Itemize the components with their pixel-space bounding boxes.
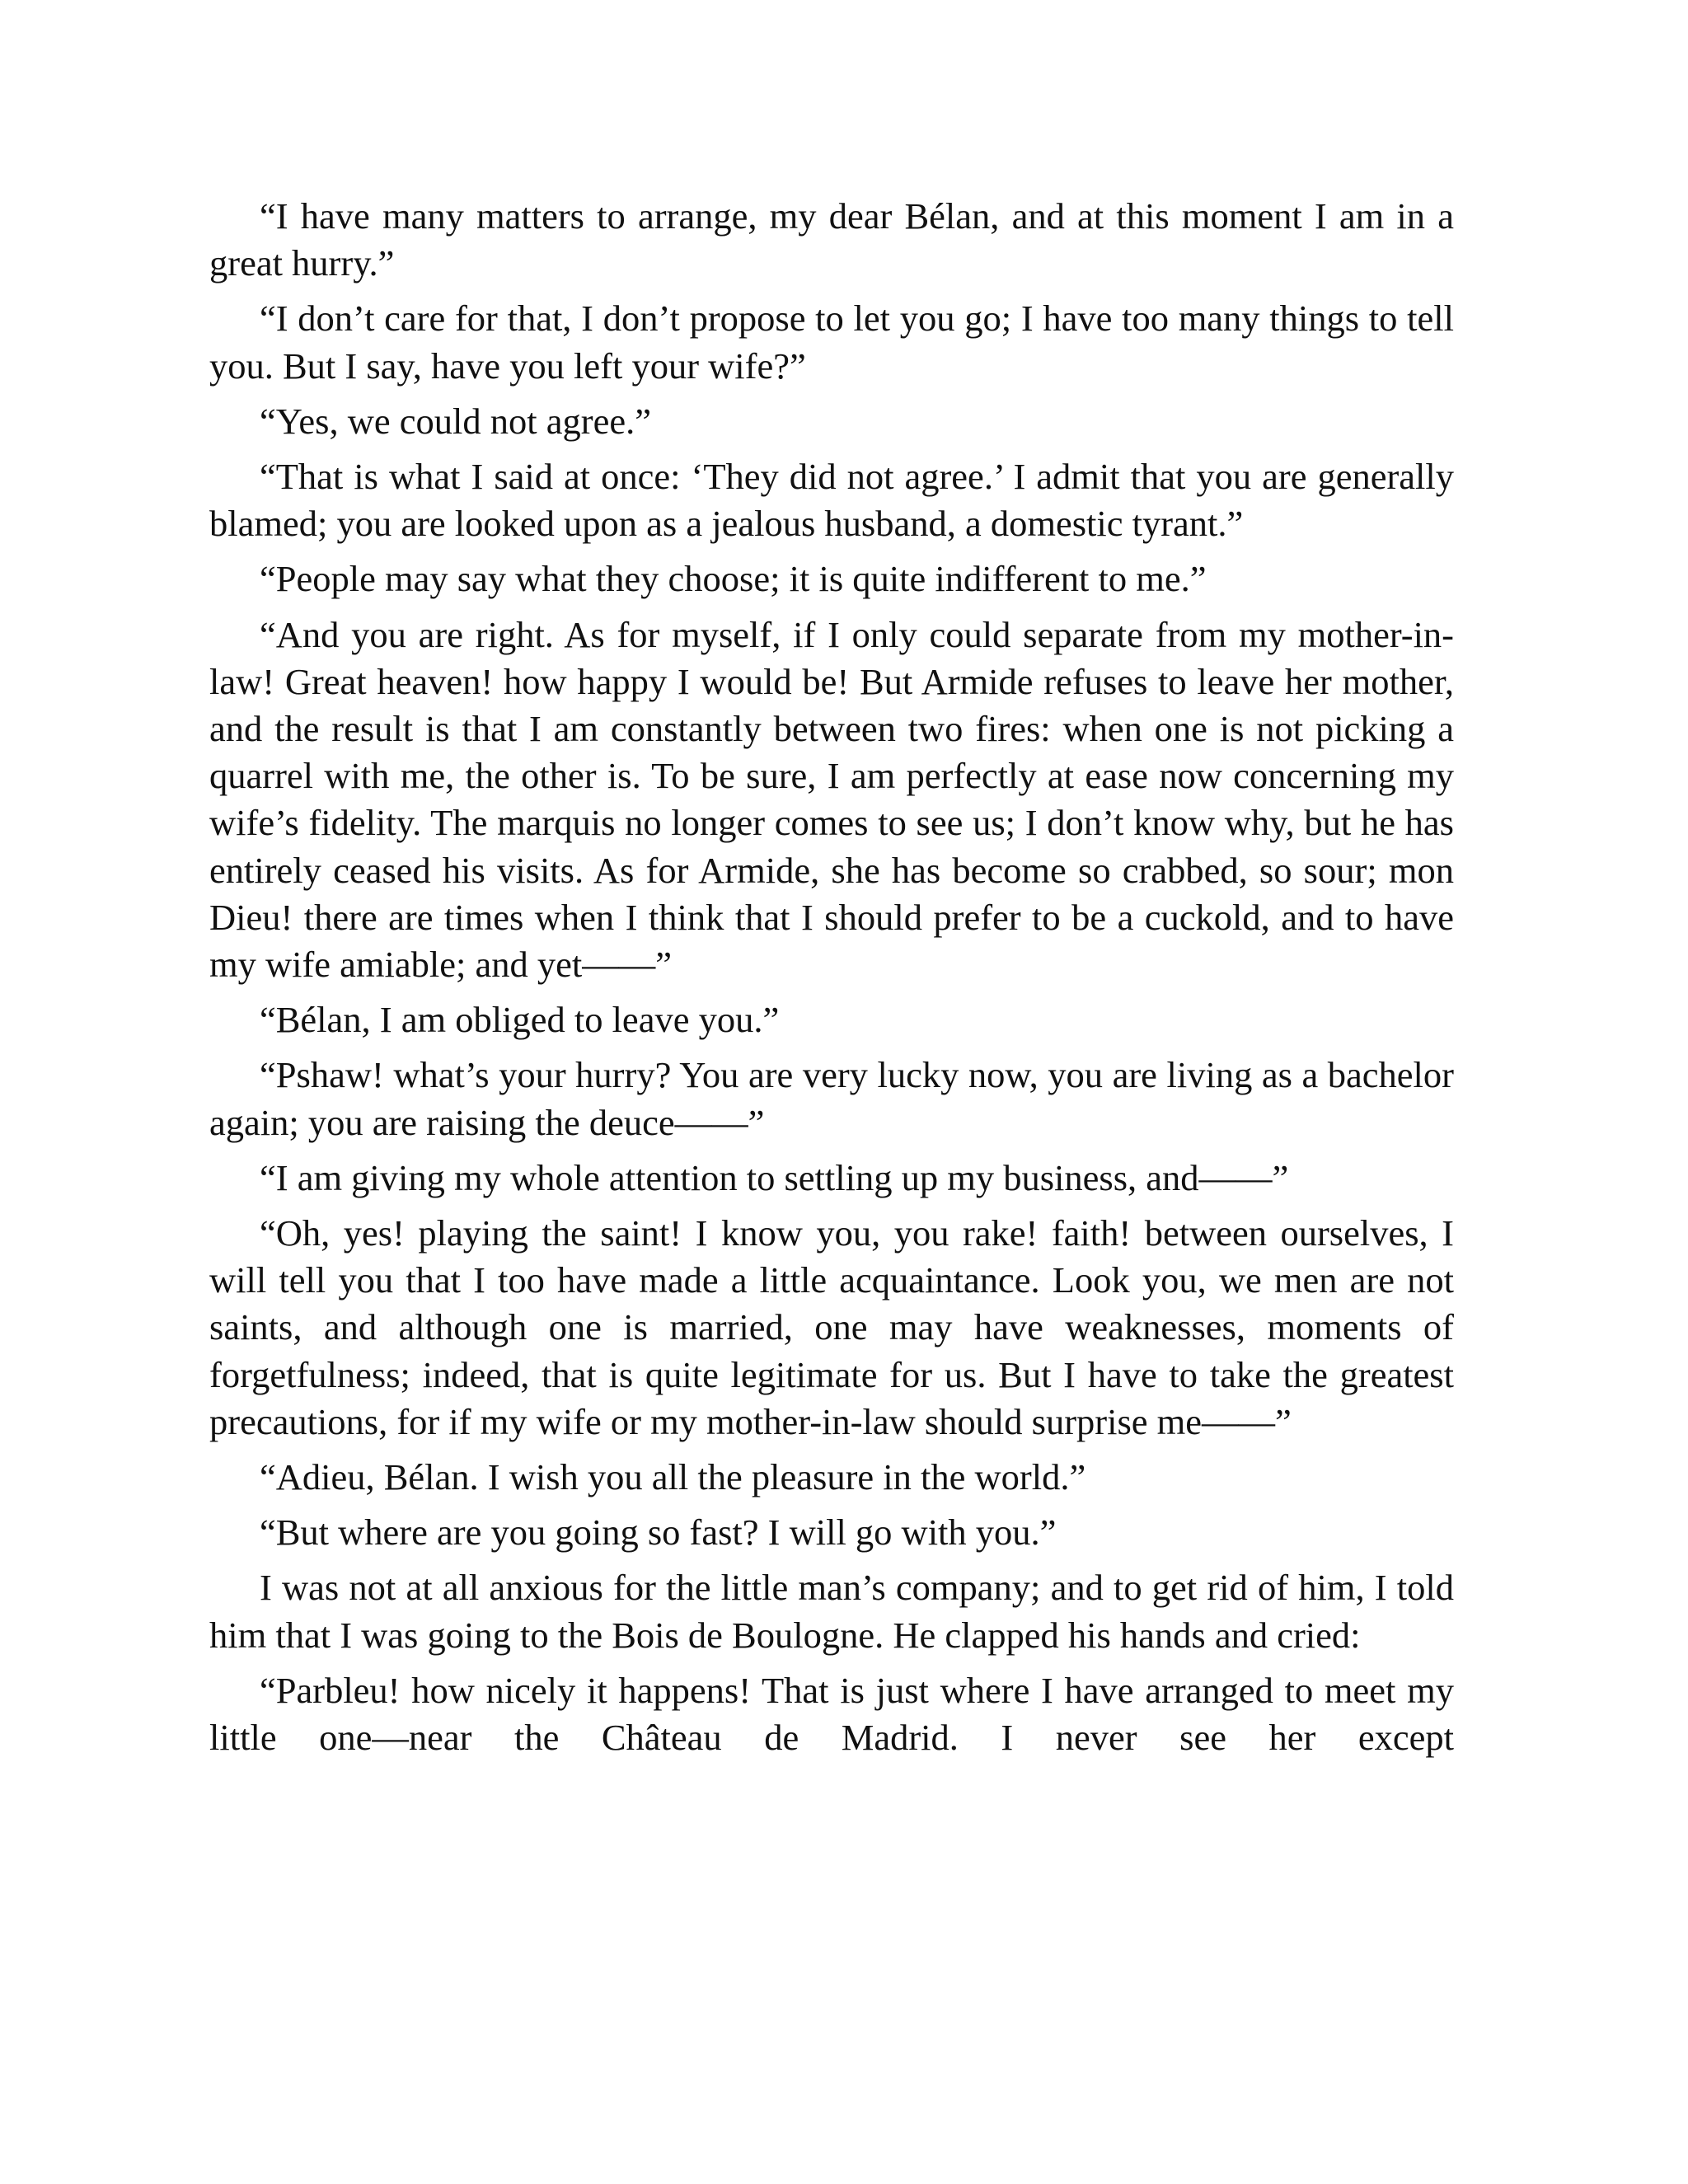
paragraph: “That is what I said at once: ‘They did not agree.’ I admit that you are generally blamed; you are looked upon as a jealous husband, a domestic tyrant.” [209,456,1454,545]
paragraph: “Oh, yes! playing the saint! I know you, you rake! faith! between ourselves, I will tell you that I too have made a little acquaintance. Look you, we men are not saints, and although one is married, one may have weaknesses, moments of forgetfulness; indeed, that is quite legitimate for us. But I have to take the greatest precautions, for if my wife or my mother-in-law should surprise me——” [209,1212,1454,1442]
paragraph: “Bélan, I am obliged to leave you.” [260,999,780,1041]
paragraph: “But where are you going so fast? I will go with you.” [260,1511,1057,1554]
paragraph: “Yes, we could not agree.” [260,400,651,442]
paragraph: “I have many matters to arrange, my dear Bélan, and at this moment I am in a great hurry.” [209,195,1454,284]
book-page [209,193,1454,1769]
paragraph: “I don’t care for that, I don’t propose to let you go; I have too many things to tell you. But I say, have you left your wife?” [209,298,1454,387]
paragraph: “Adieu, Bélan. I wish you all the pleasure in the world.” [260,1456,1086,1498]
paragraph: “And you are right. As for myself, if I only could separate from my mother-in-law! Great heaven! how happy I would be! But Armide refuses to leave her mother, and the result is that I am constantly between two fires: when one is not picking a quarrel with me, the other is. To be sure, I am perfectly at ease now concerning my wife’s fidelity. The marquis no longer comes to see us; I don’t know why, but he has entirely ceased his visits. As for Armide, she has become so crabbed, so sour; mon Dieu! there are times when I think that I should prefer to be a cuckold, and to have my wife amiable; and yet——” [209,613,1454,986]
paragraph: “Pshaw! what’s your hurry? You are very lucky now, you are living as a bachelor again; you are raising the deuce——” [209,1054,1454,1143]
paragraph: I was not at all anxious for the little man’s company; and to get rid of him, I told him that I was going to the Bois de Boulogne. He clapped his hands and cried: [209,1567,1454,1656]
paragraph: “Parbleu! how nicely it happens! That is just where I have arranged to meet my little one—near the Château de Madrid. I never see her except [209,1669,1454,1759]
paragraph: “I am giving my whole attention to settling up my business, and——” [260,1156,1289,1198]
paragraph: “People may say what they choose; it is quite indifferent to me.” [260,558,1207,600]
